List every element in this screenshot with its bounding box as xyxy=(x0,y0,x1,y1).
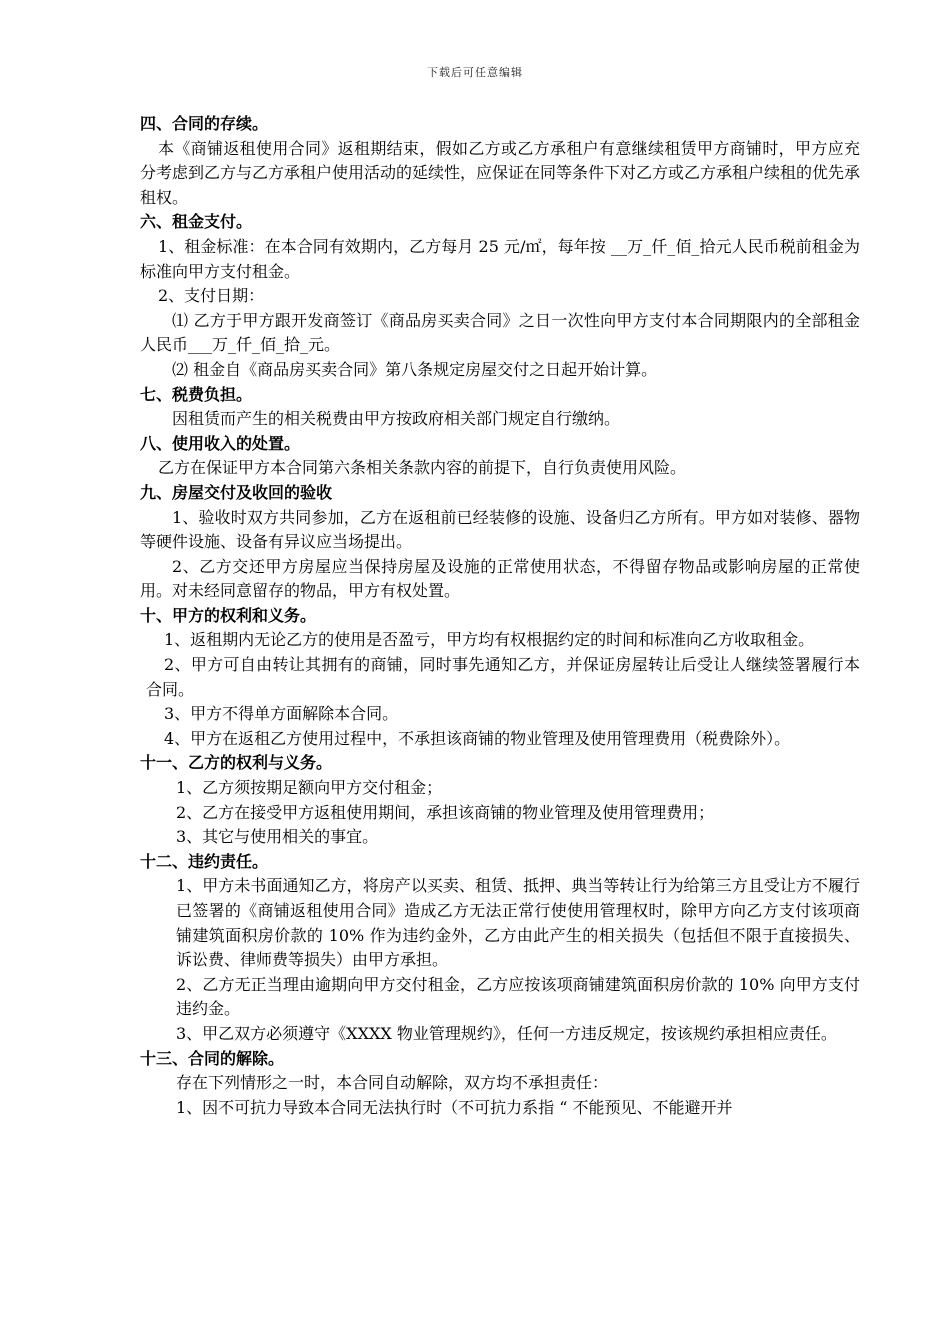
section-heading: 十一、乙方的权利与义务。 xyxy=(140,753,333,773)
paragraph: ⑵ 租金自《商品房买卖合同》第八条规定房屋交付之日起开始计算。 xyxy=(172,359,658,379)
paragraph: ⑴ 乙方于甲方跟开发商签订《商品房买卖合同》之日一次性向甲方支付本合同期限内的全部租金人民币___万_仟_佰_拾_元。 xyxy=(140,310,860,355)
section-heading: 十三、合同的解除。 xyxy=(140,1048,285,1068)
paragraph: 本《商铺返租使用合同》返租期结束，假如乙方或乙方承租户有意继续租赁甲方商铺时，甲方应充分考虑到乙方与乙方承租户使用活动的延续性，应保证在同等条件下对乙方或乙方承租户续租的优先承租权。 xyxy=(140,138,861,207)
paragraph: 1、租金标准：在本合同有效期内，乙方每月 25 元/㎡，每年按 __万_仟_佰_拾元人民币税前租金为标准向甲方支付租金。 xyxy=(140,236,860,281)
paragraph: 3、其它与使用相关的事宜。 xyxy=(176,827,379,847)
paragraph: 2、乙方无正当理由逾期向甲方交付租金，乙方应按该项商铺建筑面积房价款的 10% 向甲方支付违约金。 xyxy=(176,974,860,1019)
paragraph: 2、支付日期： xyxy=(158,286,265,306)
paragraph: 1、乙方须按期足额向甲方交付租金； xyxy=(176,778,443,798)
paragraph: 因租赁而产生的相关税费由甲方按政府相关部门规定自行缴纳。 xyxy=(172,409,621,429)
paragraph: 1、验收时双方共同参加，乙方在返租前已经装修的设施、设备归乙方所有。甲方如对装修、器物等硬件设施、设备有异议应当场提出。 xyxy=(140,507,860,552)
paragraph: 1、返租期内无论乙方的使用是否盈亏，甲方均有权根据约定的时间和标准向乙方收取租金。 xyxy=(164,630,815,650)
section-heading: 四、合同的存续。 xyxy=(140,114,269,133)
paragraph: 2、乙方交还甲方房屋应当保持房屋及设施的正常使用状态，不得留存物品或影响房屋的正常使用。对未经同意留存的物品，甲方有权处置。 xyxy=(140,556,860,601)
paragraph: 2、甲方可自由转让其拥有的商铺，同时事先通知乙方，并保证房屋转让后受让人继续签署履行本合同。 xyxy=(146,655,860,699)
section-heading: 十二、违约责任。 xyxy=(140,851,269,871)
paragraph: 3、甲方不得单方面解除本合同。 xyxy=(164,704,399,724)
paragraph: 1、因不可抗力导致本合同无法执行时（不可抗力系指 “ 不能预见、不能避开并 xyxy=(176,1097,733,1117)
paragraph: 2、乙方在接受甲方返租使用期间，承担该商铺的物业管理及使用管理费用； xyxy=(176,802,715,822)
section-heading: 六、租金支付。 xyxy=(140,212,253,232)
paragraph: 存在下列情形之一时，本合同自动解除，双方均不承担责任： xyxy=(176,1073,609,1093)
document-body xyxy=(140,112,860,1120)
page-header: 下载后可任意编辑 xyxy=(427,66,523,79)
section-heading: 十、甲方的权利和义务。 xyxy=(140,605,317,625)
section-heading: 八、使用收入的处置。 xyxy=(140,433,301,453)
paragraph: 乙方在保证甲方本合同第六条相关条款内容的前提下，自行负责使用风险。 xyxy=(158,458,687,478)
paragraph: 4、甲方在返租乙方使用过程中，不承担该商铺的物业管理及使用管理费用（税费除外）。 xyxy=(164,728,791,748)
paragraph: 1、甲方未书面通知乙方，将房产以买卖、租赁、抵押、典当等转让行为给第三方且受让方不履行已签署的《商铺返租使用合同》造成乙方无法正常行使使用管理权时，除甲方向乙方支付该项商铺建筑面积房价款的 10% 作为违约金外，乙方由此产生的相关损失（包括但不限于直接损失、诉讼费、律师费等损失）由甲方承担。 xyxy=(176,876,860,970)
section-heading: 九、房屋交付及收回的验收 xyxy=(140,482,333,502)
section-heading: 七、税费负担。 xyxy=(140,384,253,404)
paragraph: 3、甲乙双方必须遵守《XXXX 物业管理规约》，任何一方违反规定，按该规约承担相应责任。 xyxy=(176,1023,837,1043)
